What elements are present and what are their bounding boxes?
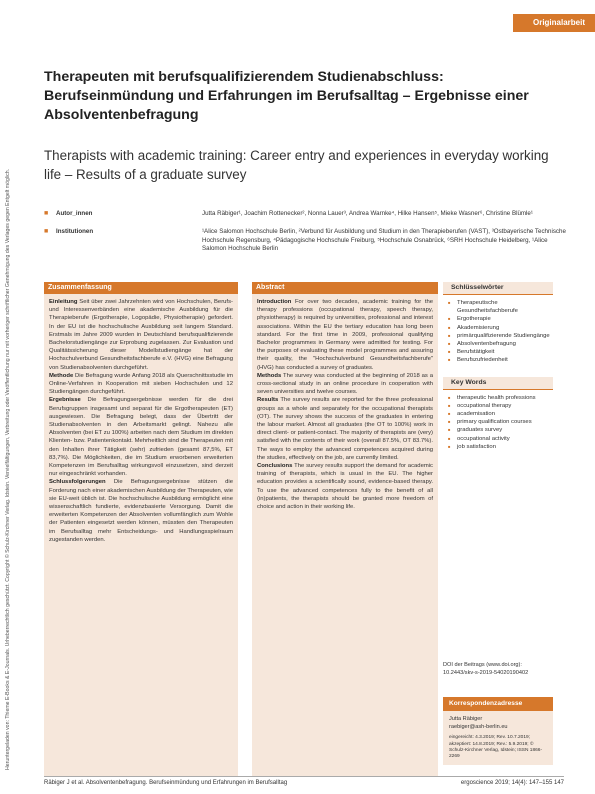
- list-item: ■ Akademisierung: [443, 324, 553, 332]
- conclusions-label: Conclusions: [257, 463, 293, 470]
- schluss-label: Schlussfolgerungen: [49, 479, 106, 486]
- list-item: ■ primärqualifizierende Studiengänge: [443, 332, 553, 340]
- correspondence-heading: Korrespondenzadresse: [443, 697, 553, 711]
- title-english: Therapists with academic training: Career entry and experiences in everyday working life – Results of a graduate survey: [44, 148, 549, 182]
- zusammenfassung-heading: Zusammenfassung: [44, 282, 238, 294]
- list-item: ■ occupational activity: [443, 435, 553, 443]
- methods-label: Methods: [257, 372, 282, 379]
- correspondence-name: Jutta Räbiger: [449, 716, 483, 722]
- einleitung-label: Einleitung: [49, 299, 78, 305]
- correspondence-body: [443, 711, 553, 765]
- submission-dates: eingereicht: 4.3.2019; Rev. 10.7.2019; akzeptiert: 14.8.2019; Rev.: 5.9.2019; © Schulz-Kirchner Verlag, Idstein; ISSN 1866-2269: [449, 735, 543, 760]
- methods-text: The survey was conducted at the beginning of 2018 as a cross-sectional study in an online procedure in cooperation with seven universities and twelve courses.: [257, 372, 433, 396]
- authors-label: Autor_innen: [56, 210, 93, 217]
- bullet-icon: ■: [44, 228, 49, 235]
- list-item: ■ Berufstätigkeit: [443, 348, 553, 356]
- conclusions-text: The survey results support the demand for academic training of therapists, which is usual in the EU. The higher education provides a scientifically sound, evidence-based therapy. To use the advanced competences fully to the benefit of all (in)patients, the therapists should be granted more freedom of choice and action in their working life.: [257, 463, 434, 511]
- results-text: The survey results are reported for the three professional groups as a whole and separately for the occupational therapists (OT). The survey shows the success of the graduates in entering the labour market. Almost all graduates (the OT to 100%) work in direct client- or patient-contact. The majority of therapists are (very) satisfied with the contents of their work (overall 87.5%, OT 83.7%). The ways to employ the advanced competences acquired during the studies, effectively on the job, are currently limited.: [257, 397, 434, 461]
- footer-journal: ergoscience 2019; 14(4): 147–155 147: [460, 780, 564, 786]
- copyright-note: Heruntergeladen von: Thieme E-Books & E-Journals. Urheberrechtlich geschützt. Copyright © Schulz-Kirchner Verlag. Idstein. Vervielfältigungen, Verbreitung oder Veröffentlichung nur mit vorheriger schriftlicher Genehmigung des Verlages gegen Entgelt möglich.: [5, 168, 11, 770]
- list-item: ■ Therapeutische Gesundheitsfachberufe: [443, 299, 553, 315]
- footer-citation: Räbiger J et al. Absolventenbefragung. Berufseinmündung und Erfahrungen im Berufsalltag: [44, 780, 288, 786]
- ergebnisse-text: Die Befragungsergebnisse werden für die drei Berufsgruppen insgesamt und separat für die Ergotherapeuten (ET) ausgewiesen. Die Befragung belegt, dass der Übertritt der Studienabsolventen in den Arbeitsmarkt gelingt. Nahezu alle Absolventen (bei ET zu 100%) arbeiten nach dem Studium im direkten Klienten- bzw. Patientenkontakt. Mehrheitlich sind die Therapeuten mit den Inhalten ihrer Tätigkeit (sehr) zufrieden (gesamt 87,5%, ET 83,7%). Die Möglichkeiten, die im Studium erworbenen erweiterten Kompetenzen im Berufsalltag wirkungsvoll einzusetzen, sind derzeit nur eingeschränkt vorhanden.: [49, 397, 233, 478]
- zusammenfassung-column: [44, 282, 238, 776]
- methode-text: Die Befragung wurde Anfang 2018 als Querschnittsstudie im Online-Verfahren in Kooperation mit sieben Hochschulen und 12 Studiengängen durchgeführt.: [49, 372, 233, 396]
- list-item: ■ Berufszufriedenheit: [443, 356, 553, 364]
- einleitung-text: Seit über zwei Jahrzehnten wird von Hochschulen, Berufs- und Interessenverbänden eine akademische Ausbildung für die Therapieberufe (Ergotherapie, Logopädie, Physiotherapie) gefordert. In der EU ist die hochschulische Ausbildung seit langem Standard. Erstmals im Jahre 2009 wurden in Deutschland berufsqualifizierende Bachelorstudiengänge zur Erprobung zugelassen. Zur Evaluation und Qualitätssicherung dieser Modellstudiengänge hat der Hochschulverbund Gesundheitsfachberufe e.V. (HVG) eine Befragung von Studienabsolventen durchgeführt.: [49, 299, 233, 371]
- schluesselwoerter-list: [443, 299, 553, 365]
- list-item: ■ primary qualification courses: [443, 418, 553, 426]
- introduction-label: Introduction: [257, 299, 292, 305]
- schluesselwoerter-heading: Schlüsselwörter: [443, 282, 553, 295]
- bullet-icon: ■: [44, 210, 49, 217]
- doi-note[interactable]: DOI der Beitrags (www.doi.org): 10.2443/skv-s-2019-54020190402: [443, 662, 529, 676]
- ergebnisse-label: Ergebnisse: [49, 397, 81, 404]
- list-item: ■ job satisfaction: [443, 443, 553, 451]
- abstract-body: [252, 294, 438, 776]
- copyright-sidebar: [2, 30, 14, 770]
- schluss-text: Die Befragungsergebnisse stützen die Forderung nach einer akademischen Ausbildung der Therapeuten, wie sie EU-weit üblich ist. Die hochschulische Ausbildung ermöglicht eine wissenschaftlich fundierte, evidenzbasierte Versorgung. Damit die erweiterten Kompetenzen der Absolventen vollumfänglich zum Wohle der Patienten eingesetzt werden können, müssten den Therapeuten im Berufsalltag mehr Entscheidungs- und Handlungsspielraum zugestanden werden.: [49, 479, 233, 543]
- zusammenfassung-body: [44, 294, 238, 776]
- list-item: ■ academisation: [443, 410, 553, 418]
- list-item: ■ therapeutic health professions: [443, 394, 553, 402]
- keywords-column: [443, 282, 553, 451]
- abstract-heading: Abstract: [252, 282, 438, 294]
- introduction-text: For over two decades, academic training for the therapy professions (occupational therapy, speech therapy, physiotherapy) is required by universities, professional and interest associations. Within the EU the tertiary education has long been standard. For the first time in 2009, professional qualifying Bachelor programmes in Germany were admitted for testing. For the purposes of evaluating these model programmes and assuring their quality, the "Hochschulverbund Gesundheitsfachberufe" (HVG) has conducted a survey of graduates.: [257, 299, 434, 371]
- abstract-column: [252, 282, 438, 776]
- article-type-tab: Originalarbeit: [513, 14, 595, 32]
- list-item: ■ occupational therapy: [443, 402, 553, 410]
- methode-label: Methode: [49, 372, 74, 379]
- title-german: Therapeuten mit berufsqualifizierendem Studienabschluss: Berufseinmündung und Erfahrungen im Berufsalltag – Ergebnisse einer Absolventenbefragung: [44, 69, 529, 123]
- list-item: ■ Ergotherapie: [443, 315, 553, 323]
- keywords-heading: Key Words: [443, 377, 553, 390]
- results-label: Results: [257, 397, 279, 404]
- keywords-list: [443, 394, 553, 451]
- list-item: ■ graduates survey: [443, 426, 553, 434]
- correspondence-email[interactable]: raebiger@ash-berlin.eu: [449, 723, 508, 730]
- page-footer: [44, 776, 564, 786]
- list-item: ■ Absolventenbefragung: [443, 340, 553, 348]
- authors-value: Jutta Räbiger¹, Joachim Rottenecker², Nonna Lauer³, Andrea Warnke⁴, Hilke Hansen⁵, Mieke Wasner⁶, Christine Blümle¹: [202, 210, 533, 217]
- institutions-label: Institutionen: [56, 228, 94, 235]
- institutions-value: ¹Alice Salomon Hochschule Berlin, ²Verbund für Ausbildung und Studium in den Therapieberufen (VAST), ³Ostbayerische Technische Hochschule Regensburg, ⁴Pädagogische Hochschule Freiburg, ⁵Hochschule Osnabrück, ⁶SRH Hochschule Heidelberg, ¹Alice Salomon Hochschule Berlin: [202, 228, 566, 253]
